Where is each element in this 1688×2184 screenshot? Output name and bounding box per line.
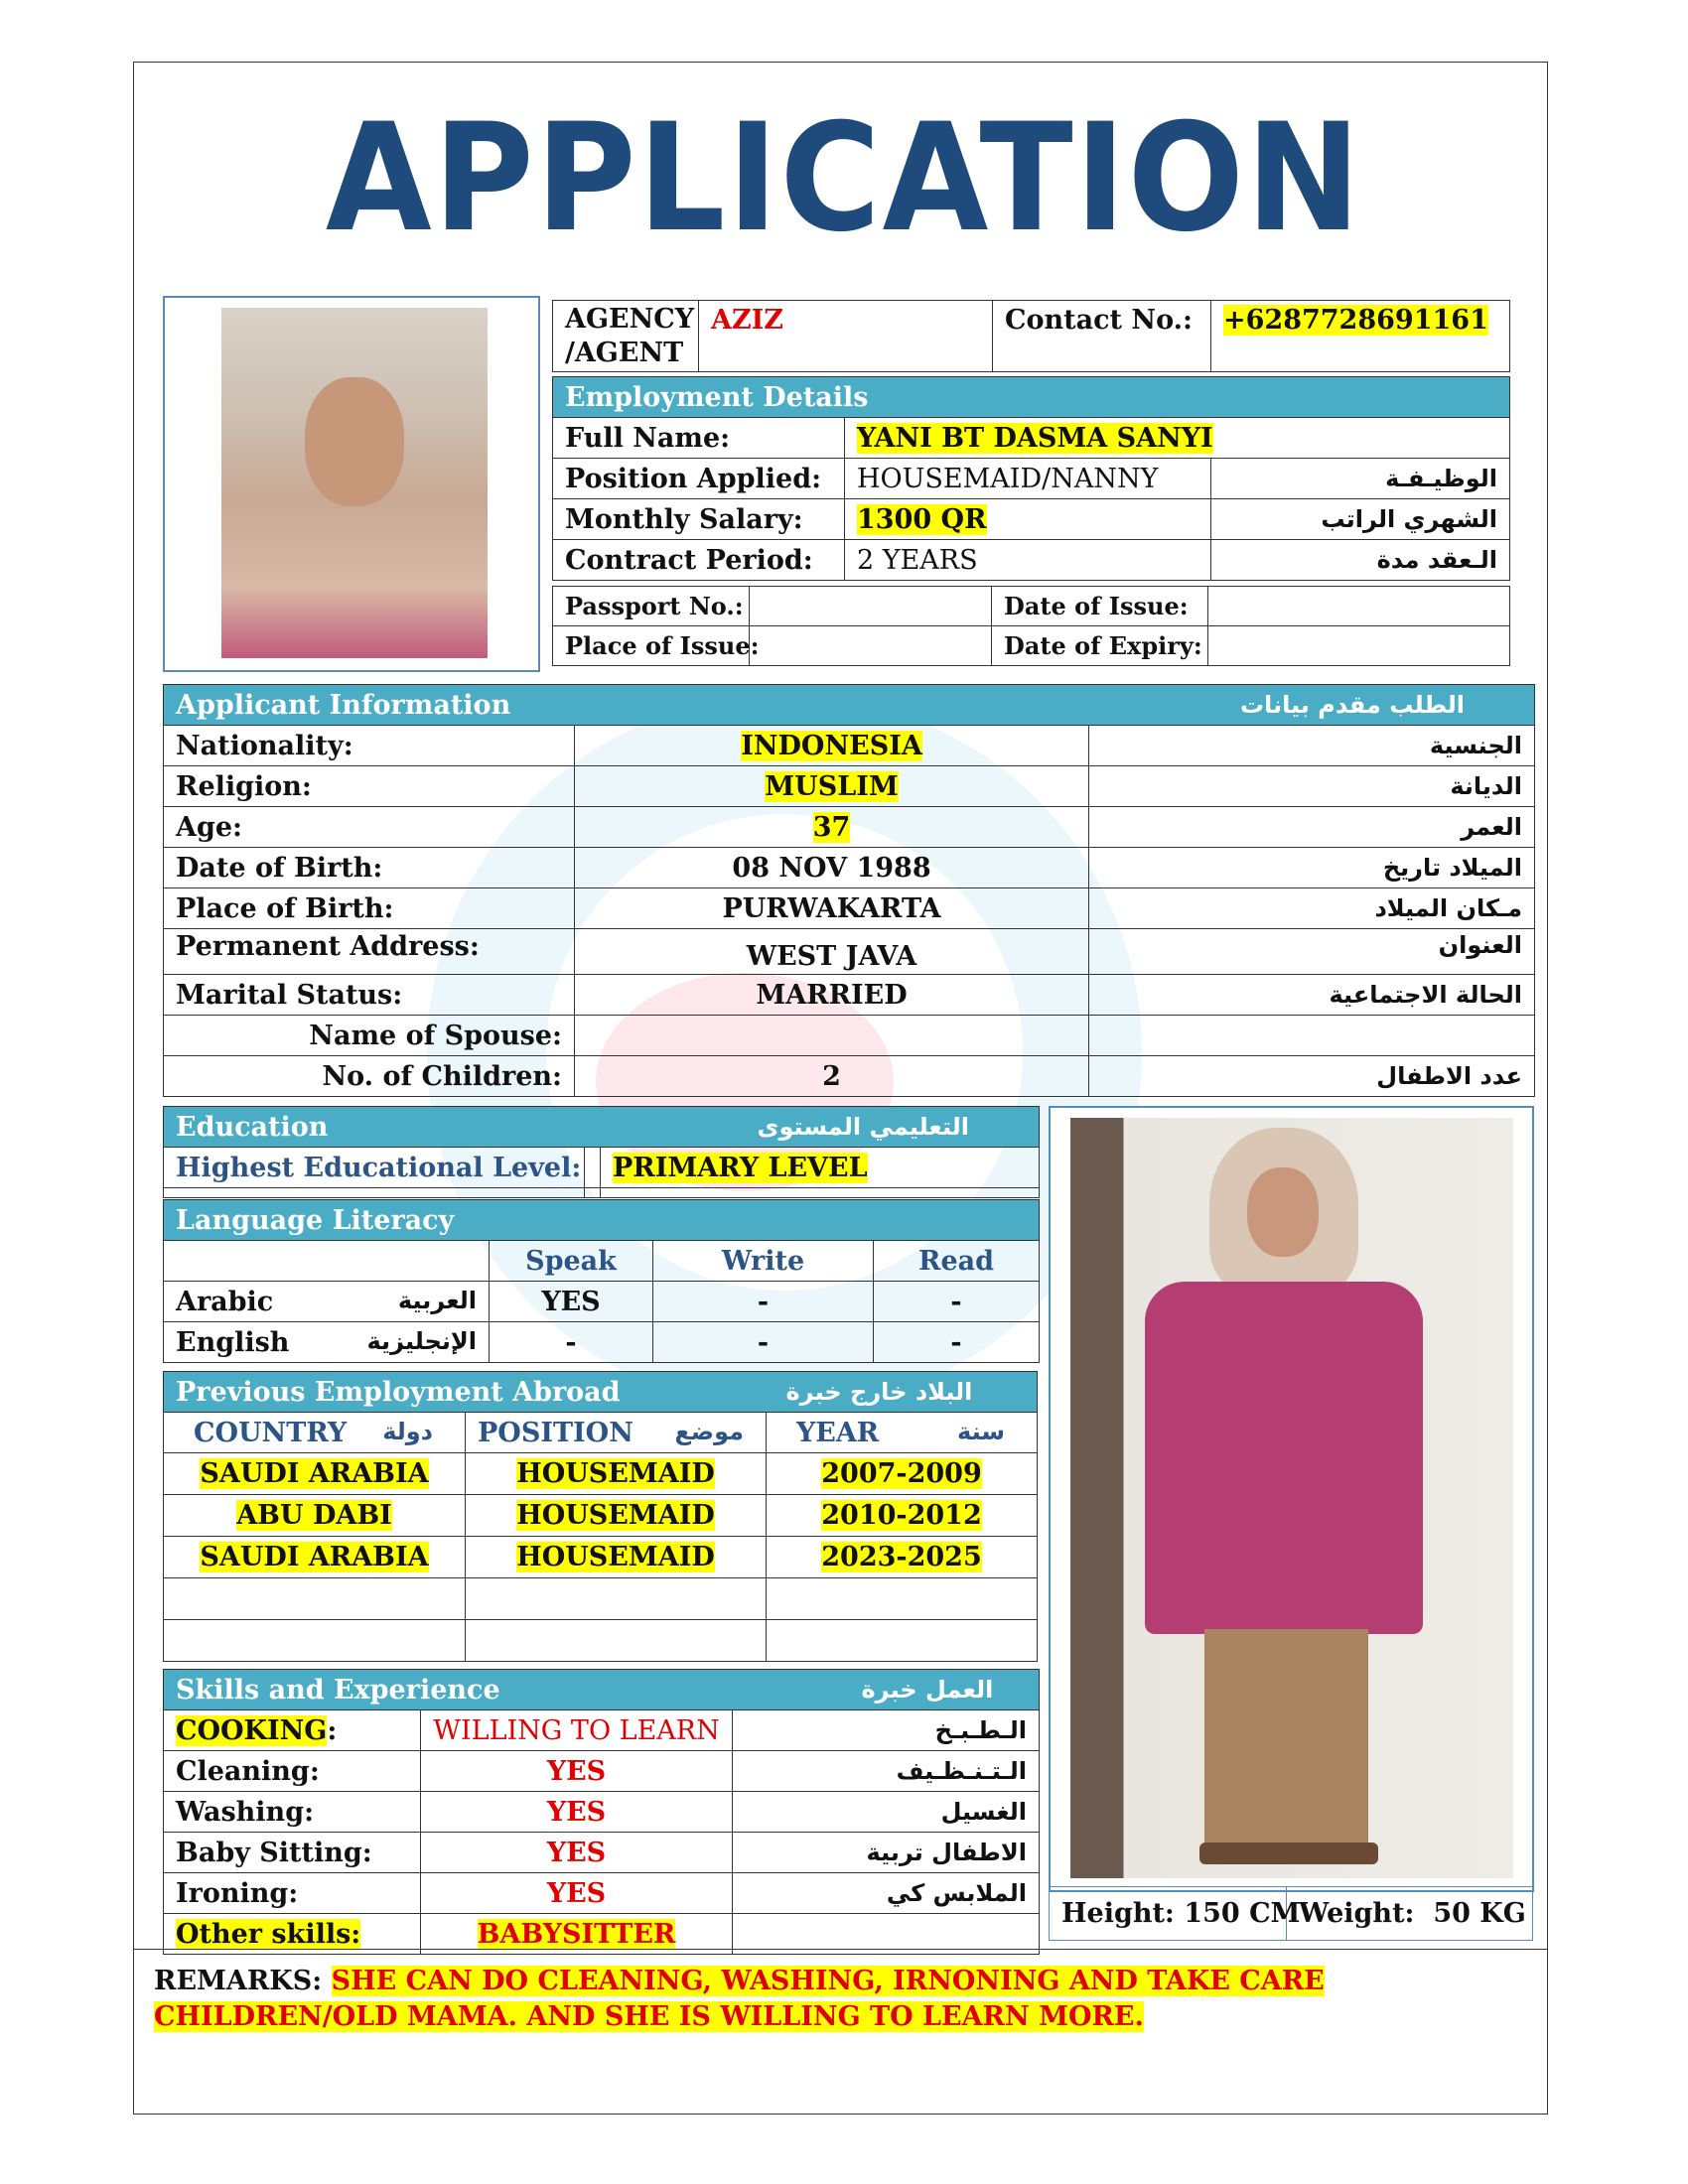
prev-year-2: 2010-2012 <box>767 1495 1038 1537</box>
previous-header: Previous Employment Abroad <box>164 1372 767 1413</box>
nationality-ar: الجنسية <box>1089 726 1535 766</box>
applicant-header: Applicant Information <box>164 685 1089 726</box>
ironing-label: Ironing: <box>164 1873 421 1914</box>
full-name-value: YANI BT DASMA SANYI <box>845 418 1510 459</box>
country-col-header: COUNTRY دولة <box>164 1413 466 1453</box>
arabic-write: - <box>653 1282 874 1322</box>
education-level-label: Highest Educational Level: <box>164 1148 585 1188</box>
cooking-ar: الـطـبـخ <box>733 1710 1040 1751</box>
language-header: Language Literacy <box>164 1200 1040 1241</box>
page-title: APPLICATION <box>325 92 1363 265</box>
cleaning-label: Cleaning: <box>164 1751 421 1792</box>
full-name-label: Full Name: <box>553 418 845 459</box>
place-of-issue-label: Place of Issue: <box>553 626 750 666</box>
religion-value: MUSLIM <box>575 766 1089 807</box>
education-gap-2 <box>585 1188 601 1198</box>
marital-label: Marital Status: <box>164 975 575 1016</box>
portrait-photo <box>221 308 488 658</box>
passport-no-label: Passport No.: <box>553 587 750 626</box>
passport-no-value <box>750 587 992 626</box>
agency-label: AGENCY /AGENT <box>553 301 699 372</box>
prev-position-2: HOUSEMAID <box>466 1495 767 1537</box>
prev-empty-b2 <box>466 1620 767 1662</box>
arabic-read: - <box>874 1282 1040 1322</box>
education-gap-3 <box>601 1188 1040 1198</box>
address-value: WEST JAVA <box>575 929 1089 975</box>
children-ar: عدد الاطفال <box>1089 1056 1535 1097</box>
washing-value: YES <box>421 1792 733 1833</box>
english-row-label: English الإنجليزية <box>164 1322 490 1363</box>
position-label: Position Applied: <box>553 459 845 499</box>
photo-sweater <box>1145 1282 1423 1634</box>
education-level-value: PRIMARY LEVEL <box>601 1148 1040 1188</box>
employment-header: Employment Details <box>553 377 1510 418</box>
dob-ar: الميلاد تاريخ <box>1089 848 1535 888</box>
age-value: 37 <box>575 807 1089 848</box>
date-of-expiry-value <box>1208 626 1510 666</box>
prev-empty-b3 <box>767 1620 1038 1662</box>
address-label: Permanent Address: <box>164 929 575 975</box>
ironing-ar: الملابس كي <box>733 1873 1040 1914</box>
contract-label: Contract Period: <box>553 540 845 581</box>
speak-header: Speak <box>490 1241 653 1282</box>
baby-sitting-ar: الاطفال تربية <box>733 1833 1040 1873</box>
full-body-photo-frame <box>1049 1106 1534 1892</box>
position-value: HOUSEMAID/NANNY <box>845 459 1211 499</box>
education-header-ar: التعليمي المستوى <box>601 1107 1040 1148</box>
photo-shoes <box>1199 1843 1378 1864</box>
prev-country-1: SAUDI ARABIA <box>164 1453 466 1495</box>
date-of-issue-value <box>1208 587 1510 626</box>
date-of-issue-label: Date of Issue: <box>992 587 1208 626</box>
dob-label: Date of Birth: <box>164 848 575 888</box>
english-write: - <box>653 1322 874 1363</box>
position-col-header: POSITION موضع <box>466 1413 767 1453</box>
children-value: 2 <box>575 1056 1089 1097</box>
pob-value: PURWAKARTA <box>575 888 1089 929</box>
age-label: Age: <box>164 807 575 848</box>
education-gap-1 <box>164 1188 585 1198</box>
previous-employment-table <box>163 1371 1038 1662</box>
cooking-label: COOKING: <box>164 1710 421 1751</box>
pob-ar: مـكان الميلاد <box>1089 888 1535 929</box>
nationality-value: INDONESIA <box>575 726 1089 766</box>
arabic-speak: YES <box>490 1282 653 1322</box>
nationality-label: Nationality: <box>164 726 575 766</box>
applicant-header-ar: الطلب مقدم بيانات <box>1089 685 1535 726</box>
address-ar: العنوان <box>1089 929 1535 975</box>
salary-label: Monthly Salary: <box>553 499 845 540</box>
english-read: - <box>874 1322 1040 1363</box>
remarks-text: SHE CAN DO CLEANING, WASHING, IRNONING AND TAKE CARE CHILDREN/OLD MAMA. AND SHE IS WILLING TO LEARN MORE. <box>154 1966 1325 2032</box>
age-ar: العمر <box>1089 807 1535 848</box>
language-table <box>163 1199 1040 1363</box>
education-header: Education <box>164 1107 601 1148</box>
cleaning-ar: الـتـنـظـيف <box>733 1751 1040 1792</box>
prev-year-1: 2007-2009 <box>767 1453 1038 1495</box>
washing-ar: الغسيل <box>733 1792 1040 1833</box>
skills-header-ar: العمل خبرة <box>733 1670 1040 1710</box>
arabic-row-label: Arabic العربية <box>164 1282 490 1322</box>
photo-face <box>1247 1167 1319 1257</box>
prev-empty-a2 <box>466 1578 767 1620</box>
agency-value: AZIZ <box>699 301 993 372</box>
remarks-box <box>133 1949 1548 2115</box>
education-spacer <box>585 1148 601 1188</box>
year-col-header: YEAR سنة <box>767 1413 1038 1453</box>
prev-empty-a3 <box>767 1578 1038 1620</box>
prev-year-3: 2023-2025 <box>767 1537 1038 1578</box>
date-of-expiry-label: Date of Expiry: <box>992 626 1208 666</box>
spouse-label: Name of Spouse: <box>164 1016 575 1056</box>
education-table <box>163 1106 1040 1198</box>
contract-value: 2 YEARS <box>845 540 1211 581</box>
employment-table <box>552 376 1510 581</box>
contract-ar: الـعقد مدة <box>1211 540 1510 581</box>
physical-table <box>1049 1886 1533 1941</box>
applicant-table <box>163 684 1535 1097</box>
photo-pants <box>1204 1629 1368 1847</box>
dob-value: 08 NOV 1988 <box>575 848 1089 888</box>
skills-header: Skills and Experience <box>164 1670 733 1710</box>
baby-sitting-label: Baby Sitting: <box>164 1833 421 1873</box>
prev-empty-a1 <box>164 1578 466 1620</box>
religion-ar: الديانة <box>1089 766 1535 807</box>
cooking-value: WILLING TO LEARN <box>421 1710 733 1751</box>
weight-cell: Weight: 50 KG <box>1287 1887 1533 1941</box>
cleaning-value: YES <box>421 1751 733 1792</box>
portrait-photo-frame <box>163 296 540 672</box>
passport-table <box>552 586 1510 666</box>
contact-value: +6287728691161 <box>1211 301 1510 372</box>
language-corner <box>164 1241 490 1282</box>
prev-country-2: ABU DABI <box>164 1495 466 1537</box>
spouse-value <box>575 1016 1089 1056</box>
marital-value: MARRIED <box>575 975 1089 1016</box>
contact-label: Contact No.: <box>993 301 1211 372</box>
children-label: No. of Children: <box>164 1056 575 1097</box>
prev-empty-b1 <box>164 1620 466 1662</box>
height-cell: Height: 150 CM <box>1050 1887 1287 1941</box>
washing-label: Washing: <box>164 1792 421 1833</box>
full-body-photo <box>1070 1118 1513 1878</box>
remarks-label: REMARKS: <box>154 1966 323 1996</box>
prev-position-1: HOUSEMAID <box>466 1453 767 1495</box>
agency-table <box>552 300 1510 372</box>
salary-value: 1300 QR <box>845 499 1211 540</box>
salary-ar: الشهري الراتب <box>1211 499 1510 540</box>
other-skills-value: BABYSITTER <box>421 1914 733 1955</box>
pob-label: Place of Birth: <box>164 888 575 929</box>
write-header: Write <box>653 1241 874 1282</box>
position-ar: الوظيـفـة <box>1211 459 1510 499</box>
english-speak: - <box>490 1322 653 1363</box>
baby-sitting-value: YES <box>421 1833 733 1873</box>
spouse-ar <box>1089 1016 1535 1056</box>
other-skills-label: Other skills: <box>164 1914 421 1955</box>
portrait-face <box>305 377 404 506</box>
read-header: Read <box>874 1241 1040 1282</box>
religion-label: Religion: <box>164 766 575 807</box>
previous-header-ar: البلاد خارج خبرة <box>767 1372 1038 1413</box>
ironing-value: YES <box>421 1873 733 1914</box>
prev-position-3: HOUSEMAID <box>466 1537 767 1578</box>
skills-table <box>163 1669 1040 1955</box>
prev-country-3: SAUDI ARABIA <box>164 1537 466 1578</box>
marital-ar: الحالة الاجتماعية <box>1089 975 1535 1016</box>
place-of-issue-value <box>750 626 992 666</box>
